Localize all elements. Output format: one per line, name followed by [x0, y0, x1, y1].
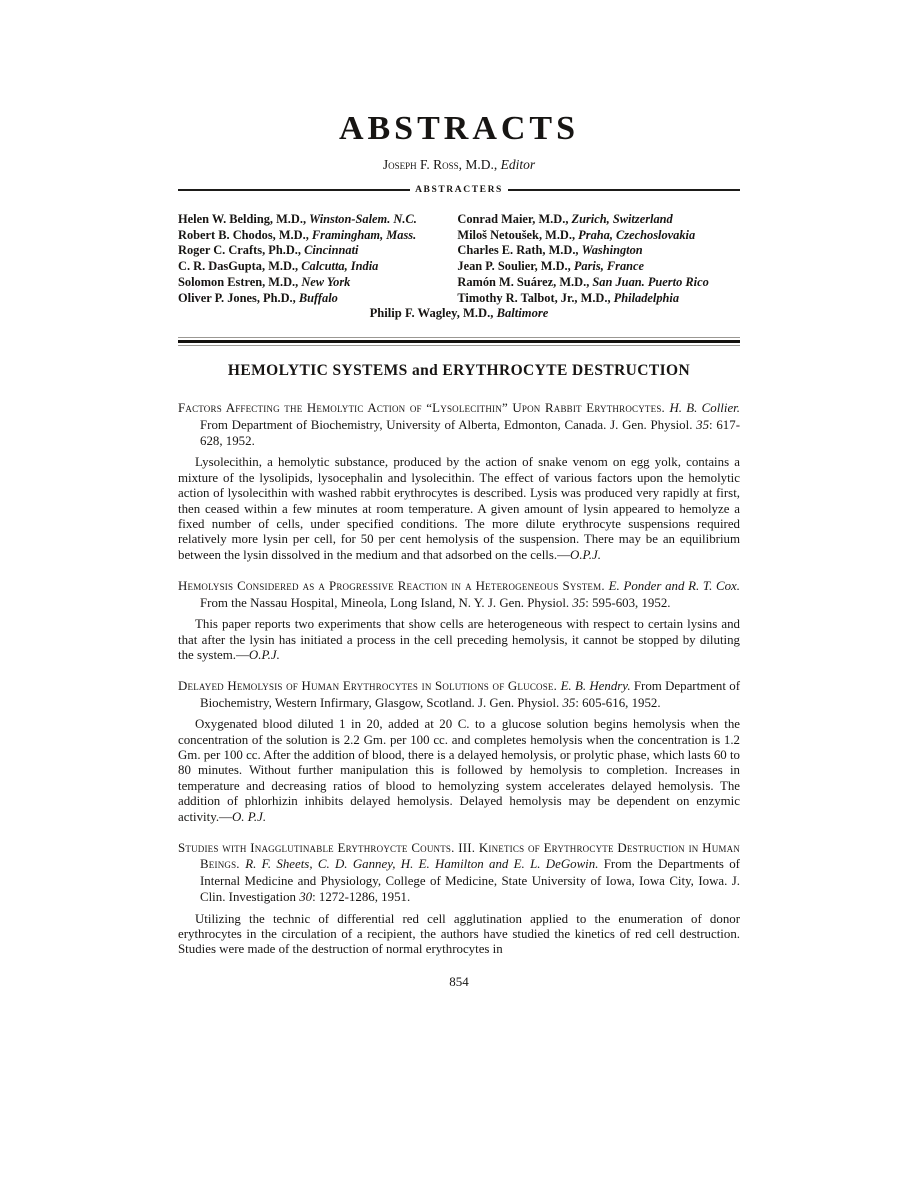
text-run: Jean P. Soulier, M.D., — [457, 259, 574, 274]
text-run: H. B. Collier. — [669, 401, 740, 416]
text-run: Philadelphia — [613, 290, 680, 305]
abstracter-entry — [457, 228, 740, 244]
text-run: Solomon Estren, M.D., — [178, 274, 302, 289]
abstracter-entry — [457, 259, 740, 275]
abstract-heading — [178, 578, 740, 611]
text-run: : 1272-1286, 1951. — [312, 890, 411, 905]
abstracter-entry — [178, 259, 453, 275]
page-number: 854 — [449, 973, 469, 989]
text-run: Baltimore — [496, 306, 549, 321]
abstract-paragraph — [178, 717, 740, 825]
text-run: Robert B. Chodos, M.D., — [178, 227, 312, 242]
text-run: Charles E. Rath, M.D., — [457, 243, 582, 258]
abstract-heading — [178, 400, 740, 449]
text-run: Timothy R. Talbot, Jr., M.D., — [457, 290, 614, 305]
text-run: Framingham, Mass. — [311, 227, 417, 242]
section-heading: HEMOLYTIC SYSTEMS and ERYTHROCYTE DESTRUCTION — [227, 362, 691, 380]
abstracter-entry — [178, 212, 453, 228]
abstracters-left-column — [178, 212, 453, 306]
abstracter-entry — [457, 291, 740, 307]
text-run: Philip F. Wagley, M.D., — [369, 306, 497, 321]
abstract-entry — [178, 400, 740, 563]
abstract-entry — [178, 578, 740, 663]
text-run: This paper reports two experiments that show cells are heterogeneous with respect to certain lysins and that after the lysin has initiated a process in the cell preceding hemolysis, it cannot be stopped by diluting the system.— — [178, 617, 740, 662]
text-run: Oxygenated blood diluted 1 in 20, added at 20 C. to a glucose solution begins hemolysis when the concentration of the solution is 2.2 Gm. per 100 cc. and completes hemolysis when the concentration is 1.2 Gm. per 100 cc. After the addition of blood, there is a delayed hemolysis, or prolytic phase, which lasts 60 to 80 minutes. Without further manipulation this is followed by hemolysis to completion. Increases in temperature and decreasing ratios of blood to hemolyzing system accelerates delayed hemolysis. The addition of phlorhizin inhibits delayed hemolysis. Delayed hemolysis may be dependent on enzymic activity.— — [178, 717, 740, 824]
text-run: M.D., — [462, 157, 501, 172]
text-run: : 617-628, 1952. — [200, 417, 740, 449]
abstracter-entry — [178, 291, 453, 307]
text-run: Roger C. Crafts, Ph.D., — [178, 243, 305, 258]
text-run: R. F. Sheets, C. D. Ganney, H. E. Hamilton and E. L. DeGowin. — [245, 857, 599, 872]
rule-thick — [178, 340, 740, 343]
abstracter-entry-center — [178, 306, 740, 321]
text-run: Washington — [581, 243, 643, 258]
abstracters-right-column — [453, 212, 740, 306]
text-run: Praha, Czechoslovakia — [578, 227, 696, 242]
abstracter-entry — [457, 212, 740, 228]
text-run: 35 — [696, 417, 710, 432]
text-run: : 595-603, 1952. — [585, 595, 671, 610]
abstracter-entry — [178, 275, 453, 291]
divider-rule-right — [508, 189, 740, 191]
text-run: O.P.J. — [570, 547, 601, 562]
editor-byline — [178, 157, 740, 173]
abstract-paragraph — [178, 455, 740, 563]
rule-thin-bottom — [178, 345, 740, 346]
abstracter-entry — [457, 243, 740, 259]
text-run: Conrad Maier, M.D., — [457, 212, 572, 226]
divider-rule-left — [178, 189, 410, 191]
abstract-entry — [178, 840, 740, 958]
text-run: 35 — [562, 695, 576, 710]
text-run: From Department of Biochemistry, Western Infirmary, Glasgow, Scotland. J. Gen. Physiol. — [200, 679, 740, 710]
abstracter-entry — [178, 243, 453, 259]
text-run: E. B. Hendry. — [560, 679, 631, 694]
text-run: From the Nassau Hospital, Mineola, Long Island, N. Y. J. Gen. Physiol. — [200, 595, 573, 610]
text-run: 35 — [572, 595, 586, 610]
text-run: Paris, France — [573, 259, 645, 274]
abstract-heading — [178, 678, 740, 711]
text-run: Factors Affecting the Hemolytic Action of “Lysolecithin” Upon Rabbit Erythrocytes. — [178, 401, 670, 416]
text-run: Utilizing the technic of differential red cell agglutination applied to the enumeration of donor erythrocytes in the circulation of a recipient, the authors have studied the kinetics of red cell destruction. Studies were made of the destruction of normal erythrocytes in — [178, 911, 740, 957]
text-run: Editor — [500, 157, 536, 172]
text-run: Lysolecithin, a hemolytic substance, produced by the action of snake venom on egg yolk, contains a mixture of the lysolipids, lysocephalin and lysolecithin. The effect of various factors upon the hemolytic action of lysolecithin with washed rabbit erythrocytes is described. Lysis was produced very rapidly at first, then ceased within a few minutes at room temperature. A given amount of lysin appeared to hemolyze a fixed number of cells, under specified conditions. The more dilute erythrocyte suspensions required relatively more lysin per cell, for 50 per cent hemolysis of the suspension. There may be an equilibrium between the lysin dissolved in the medium and that adsorbed on the cells.— — [178, 455, 740, 562]
text-run: E. Ponder and R. T. Cox. — [608, 579, 740, 594]
text-run: San Juan. Puerto Rico — [592, 274, 709, 289]
text-run: From Department of Biochemistry, University of Alberta, Edmonton, Canada. J. Gen. Physiol. — [200, 417, 697, 432]
page-title: ABSTRACTS — [338, 110, 580, 147]
text-run: Studies with Inagglutinable Erythroycte Counts. III. Kinetics of Erythrocyte Destruction in Human Beings. — [178, 840, 740, 872]
text-run: Buffalo — [298, 290, 338, 305]
text-run: Zurich, Switzerland — [571, 212, 673, 226]
text-run: C. R. DasGupta, M.D., — [178, 259, 302, 274]
rule-thin-top — [178, 337, 740, 338]
abstracter-entry — [457, 275, 740, 291]
text-run: O. P.J. — [231, 809, 267, 824]
text-run: Cincinnati — [304, 243, 359, 258]
abstracters-list — [178, 212, 740, 306]
text-run: New York — [301, 274, 351, 289]
text-run: From the Departments of Internal Medicine and Physiology, College of Medicine, State University of Iowa, Iowa City, Iowa. J. Clin. Investigation — [200, 857, 740, 905]
section-divider-rule — [178, 337, 740, 346]
text-run: Oliver P. Jones, Ph.D., — [178, 290, 299, 305]
text-run: Ramón M. Suárez, M.D., — [457, 274, 593, 289]
text-run: Winston-Salem. N.C. — [309, 212, 417, 226]
page-content — [178, 0, 740, 990]
text-run: Hemolysis Considered as a Progressive Reaction in a Heterogeneous System. — [178, 579, 609, 594]
abstracters-divider — [178, 185, 740, 195]
abstracters-divider-label: ABSTRACTERS — [415, 185, 503, 195]
abstract-paragraph — [178, 617, 740, 663]
text-run: Joseph F. Ross, — [382, 157, 463, 172]
abstract-entry — [178, 678, 740, 825]
text-run: O.P.J. — [248, 647, 280, 662]
text-run: 30 — [299, 890, 313, 905]
abstract-heading — [178, 840, 740, 906]
text-run: Delayed Hemolysis of Human Erythrocytes in Solutions of Glucose. — [178, 679, 561, 694]
text-run: Miloš Netoušek, M.D., — [457, 227, 579, 242]
abstract-paragraph — [178, 912, 740, 958]
abstracts-section — [178, 400, 740, 958]
text-run: : 605-616, 1952. — [575, 695, 661, 710]
abstracter-entry — [178, 228, 453, 244]
text-run: Calcutta, India — [301, 259, 379, 274]
text-run: Helen W. Belding, M.D., — [178, 212, 310, 226]
